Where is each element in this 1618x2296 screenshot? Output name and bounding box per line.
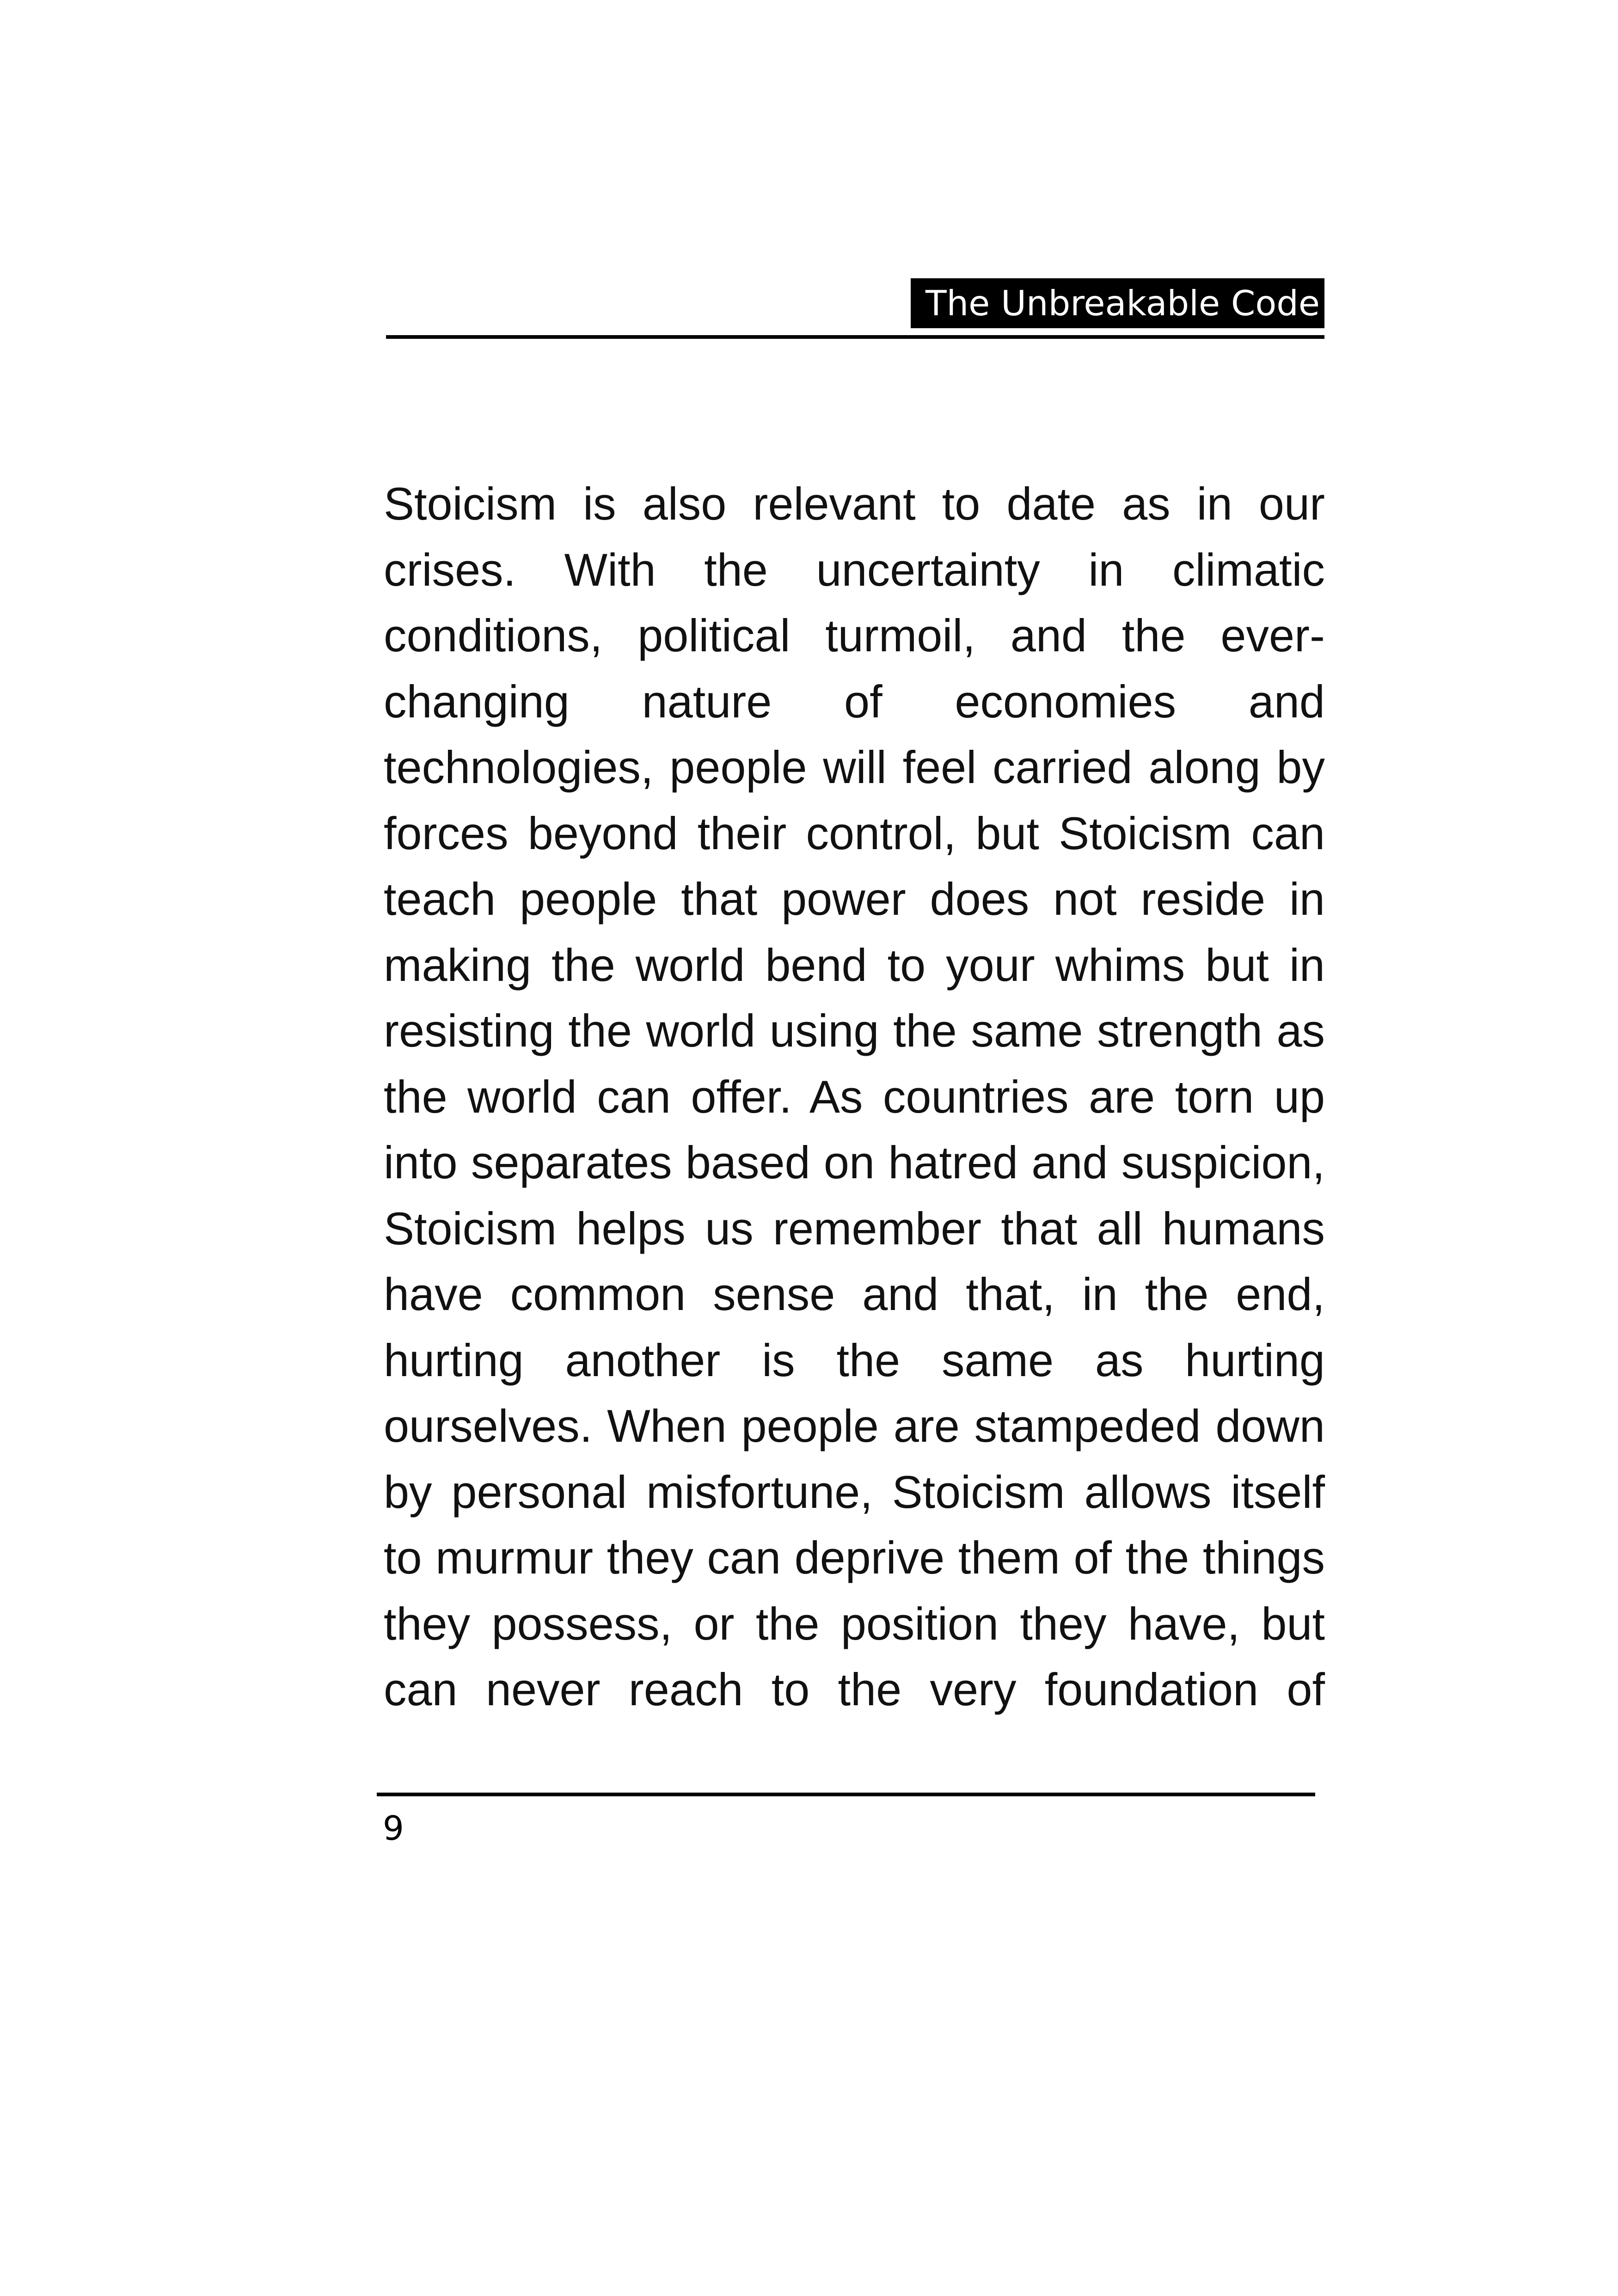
text-line: making the world bend to your whims but in xyxy=(384,939,1325,991)
running-header-title: The Unbreakable Code xyxy=(911,278,1324,328)
text-line: can never reach to the very foundation of xyxy=(384,1664,1325,1715)
text-line: conditions, political turmoil, and the ever- xyxy=(384,610,1325,661)
text-line: changing nature of economies and xyxy=(384,675,1325,727)
text-line: have common sense and that, in the end, xyxy=(384,1268,1325,1320)
text-line: crises. With the uncertainty in climatic xyxy=(384,544,1325,595)
text-line: by personal misfortune, Stoicism allows itself xyxy=(384,1466,1325,1518)
body-paragraph xyxy=(384,471,1325,1723)
text-line: hurting another is the same as hurting xyxy=(384,1334,1325,1386)
text-line: forces beyond their control, but Stoicism can xyxy=(384,807,1325,859)
text-line: to murmur they can deprive them of the things xyxy=(384,1532,1325,1583)
page-number: 9 xyxy=(383,1809,404,1848)
text-line: into separates based on hatred and suspicion, xyxy=(384,1137,1325,1188)
text-line: teach people that power does not reside in xyxy=(384,873,1325,925)
text-line: Stoicism is also relevant to date as in our xyxy=(384,478,1325,529)
text-line: they possess, or the position they have, but xyxy=(384,1598,1325,1649)
text-line: ourselves. When people are stampeded down xyxy=(384,1400,1325,1451)
text-line: technologies, people will feel carried along by xyxy=(384,741,1325,793)
text-line: the world can offer. As countries are torn up xyxy=(384,1071,1325,1122)
header-rule xyxy=(386,335,1324,339)
text-line: resisting the world using the same strength as xyxy=(384,1005,1325,1056)
footer-rule xyxy=(377,1793,1315,1796)
text-line: Stoicism helps us remember that all humans xyxy=(384,1202,1325,1254)
